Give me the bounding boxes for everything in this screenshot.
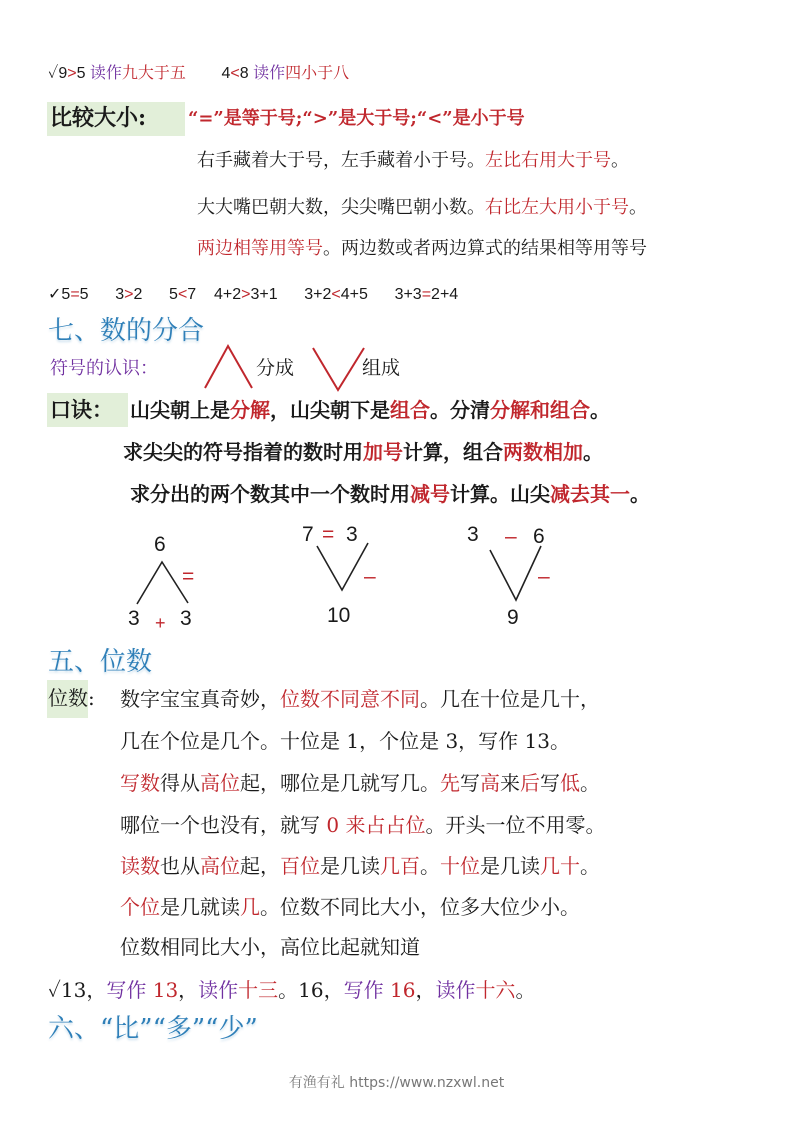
text-segment: 计算。山尖	[450, 482, 550, 506]
text-segment: 5	[76, 65, 90, 82]
place-line-4	[120, 815, 605, 835]
text-segment: 。	[583, 440, 603, 464]
text-segment: 。位数不同比大小，位多大位少小。	[260, 895, 580, 919]
highlight-segment: 几百	[380, 854, 420, 878]
combine-label: 组成	[362, 357, 401, 379]
text-segment: ，	[415, 978, 436, 1002]
symbols-label: 符号的认识：	[50, 358, 158, 379]
highlight-segment: 写作	[343, 978, 390, 1002]
diagram3-op-side: –	[538, 565, 550, 588]
text-segment: 2 5	[133, 286, 178, 303]
text-segment: ✓13，	[48, 978, 107, 1002]
place-example	[48, 980, 535, 1000]
diagram2-top-left: 7	[302, 523, 314, 546]
text-segment: 7 4+2	[187, 286, 242, 303]
highlight-segment: 写作	[106, 978, 153, 1002]
text-segment: 5 3	[79, 286, 125, 303]
text-segment: 是几读	[480, 854, 540, 878]
highlight-segment: 低	[560, 771, 580, 795]
heading-seven: 七、数的分合	[48, 316, 205, 346]
highlight-segment: 0 来占占位	[326, 813, 426, 837]
highlight-segment: <	[177, 286, 188, 303]
place-line-5	[120, 856, 600, 876]
highlight-segment: “=”是等于号;“>”是大于号;“<”是小于号	[188, 108, 525, 129]
place-line-3	[120, 773, 600, 793]
text-segment: 4+5 3+3	[340, 286, 422, 303]
highlight-segment: 十位	[440, 854, 480, 878]
text-segment: 写	[460, 771, 480, 795]
diagram2-top-right: 3	[346, 523, 358, 546]
text-segment: 2+4	[431, 286, 459, 303]
highlight-segment: 几	[240, 895, 260, 919]
highlight-segment: 减去其一	[550, 482, 630, 506]
text-segment: 。开头一位不用零。	[425, 813, 606, 837]
combine-diagram-lines-1	[317, 543, 368, 590]
highlight-segment: 十三	[238, 978, 279, 1002]
highlight-segment: 13	[152, 978, 179, 1002]
highlight-segment: 读作	[435, 978, 476, 1002]
highlight-segment: 两数相加	[503, 440, 583, 464]
text-segment: 求尖尖的符号指着的数时用	[123, 440, 363, 464]
highlight-segment: 百位	[280, 854, 320, 878]
highlight-segment: >	[67, 65, 77, 82]
highlight-segment: <	[230, 65, 240, 82]
text-segment: 也从	[160, 854, 200, 878]
text-segment: 是几就读	[160, 895, 240, 919]
highlight-segment: 高位	[200, 854, 240, 878]
diagram1-op-mid: +	[155, 613, 166, 633]
text-segment: 。16，	[278, 978, 344, 1002]
compare-label: 比较大小:	[50, 105, 147, 131]
place-label: 位数:	[48, 686, 95, 710]
split-symbol	[205, 346, 252, 388]
text-segment: 。	[580, 771, 600, 795]
text-segment: 。	[515, 978, 536, 1002]
diagram2-top-op: =	[322, 523, 335, 546]
text-segment: 计算，组合	[403, 440, 503, 464]
rhyme-label: 口诀：	[50, 397, 113, 422]
highlight-segment: =	[70, 286, 80, 303]
text-segment: 起，	[240, 854, 280, 878]
text-segment: 4	[185, 65, 231, 82]
text-segment: 起，哪位是几就写几。	[240, 771, 440, 795]
highlight-segment: >	[241, 286, 251, 303]
highlight-segment: 组合	[390, 398, 430, 422]
text-segment: 求分出的两个数其中一个数时用	[130, 482, 410, 506]
place-line-7	[120, 937, 420, 957]
highlight-segment: 位数不同意不同	[280, 687, 420, 711]
highlight-segment: 高	[480, 771, 500, 795]
text-segment: 3+1 3+2	[250, 286, 332, 303]
text-segment: 8	[239, 65, 254, 82]
text-segment: 右手藏着大于号，左手藏着小于号。	[197, 150, 485, 171]
diagram1-right: 3	[180, 607, 192, 630]
highlight-segment: 个位	[120, 895, 160, 919]
text-segment: 。	[580, 854, 600, 878]
diagram1-op-side: =	[182, 565, 195, 588]
highlight-segment: 高位	[200, 771, 240, 795]
highlight-segment: 分解和组合	[490, 398, 590, 422]
text-segment: 。	[629, 197, 647, 218]
text-segment: 。几在十位是几十，	[420, 687, 600, 711]
combine-symbol	[313, 348, 364, 390]
highlight-segment: =	[421, 286, 432, 303]
combine-diagram-lines-2	[490, 546, 541, 600]
highlight-segment: 九大于五	[121, 65, 186, 82]
highlight-segment: 减号	[410, 482, 450, 506]
highlight-segment: <	[331, 286, 341, 303]
text-segment: 写	[540, 771, 560, 795]
split-label: 分成	[256, 357, 295, 379]
text-segment: 。	[420, 854, 440, 878]
text-segment: ，山尖朝下是	[270, 398, 390, 422]
text-segment: ，	[178, 978, 199, 1002]
text-segment: 大大嘴巴朝大数，尖尖嘴巴朝小数。	[197, 197, 485, 218]
highlight-segment: 读作	[89, 65, 122, 82]
highlight-segment: >	[124, 286, 134, 303]
text-segment: 几在个位是几个。十位是 1，个位是 3，写作 13。	[120, 729, 570, 753]
text-segment: 。	[630, 482, 650, 506]
text-segment: 哪位一个也没有，就写	[120, 813, 327, 837]
highlight-segment: 读作	[253, 65, 286, 82]
highlight-segment: 右比左大用小于号	[485, 197, 629, 218]
highlight-segment: 两边相等用等号	[197, 238, 323, 259]
place-line-2	[120, 731, 570, 751]
diagram1-top: 6	[154, 533, 166, 556]
highlight-segment: 加号	[363, 440, 403, 464]
highlight-segment: 写数	[120, 771, 160, 795]
split-diagram-lines	[137, 562, 188, 604]
diagram2-op-side: –	[364, 565, 376, 588]
highlight-segment: 十六	[475, 978, 516, 1002]
highlight-segment: 几十	[540, 854, 580, 878]
highlight-segment: 读数	[120, 854, 160, 878]
text-segment: ✓5	[48, 286, 71, 303]
text-segment: 是几读	[320, 854, 380, 878]
text-segment: 。	[590, 398, 610, 422]
diagram1-left: 3	[128, 607, 140, 630]
text-segment: 山尖朝上是	[130, 398, 230, 422]
highlight-segment: 左比右用大于号	[485, 150, 611, 171]
highlight-segment: 分解	[230, 398, 270, 422]
text-segment: 。分清	[430, 398, 490, 422]
diagram3-top-left: 3	[467, 523, 479, 546]
place-line-1	[120, 689, 600, 709]
diagram3-bottom: 9	[507, 606, 519, 629]
highlight-segment: 读作	[198, 978, 239, 1002]
text-segment: 来	[500, 771, 520, 795]
heading-six: 六、“比”“多”“少”	[48, 1014, 258, 1044]
text-segment: 得从	[160, 771, 200, 795]
highlight-segment: 先	[440, 771, 460, 795]
text-segment: ✓9	[48, 65, 68, 82]
highlight-segment: 后	[520, 771, 540, 795]
highlight-segment: 四小于八	[285, 65, 350, 82]
footer-watermark: 有渔有礼 https://www.nzxwl.net	[288, 1075, 505, 1091]
highlight-segment: 16	[389, 978, 416, 1002]
diagram2-bottom: 10	[327, 604, 351, 627]
text-segment: 数字宝宝真奇妙，	[120, 687, 280, 711]
place-line-6	[120, 897, 580, 917]
text-segment: 位数相同比大小，高位比起就知道	[120, 935, 420, 959]
heading-five: 五、位数	[48, 647, 153, 677]
diagram3-top-op: –	[505, 525, 517, 548]
diagram3-top-right: 6	[533, 525, 545, 548]
text-segment: 。两边数或者两边算式的结果相等用等号	[323, 238, 647, 259]
text-segment: 。	[611, 150, 629, 171]
